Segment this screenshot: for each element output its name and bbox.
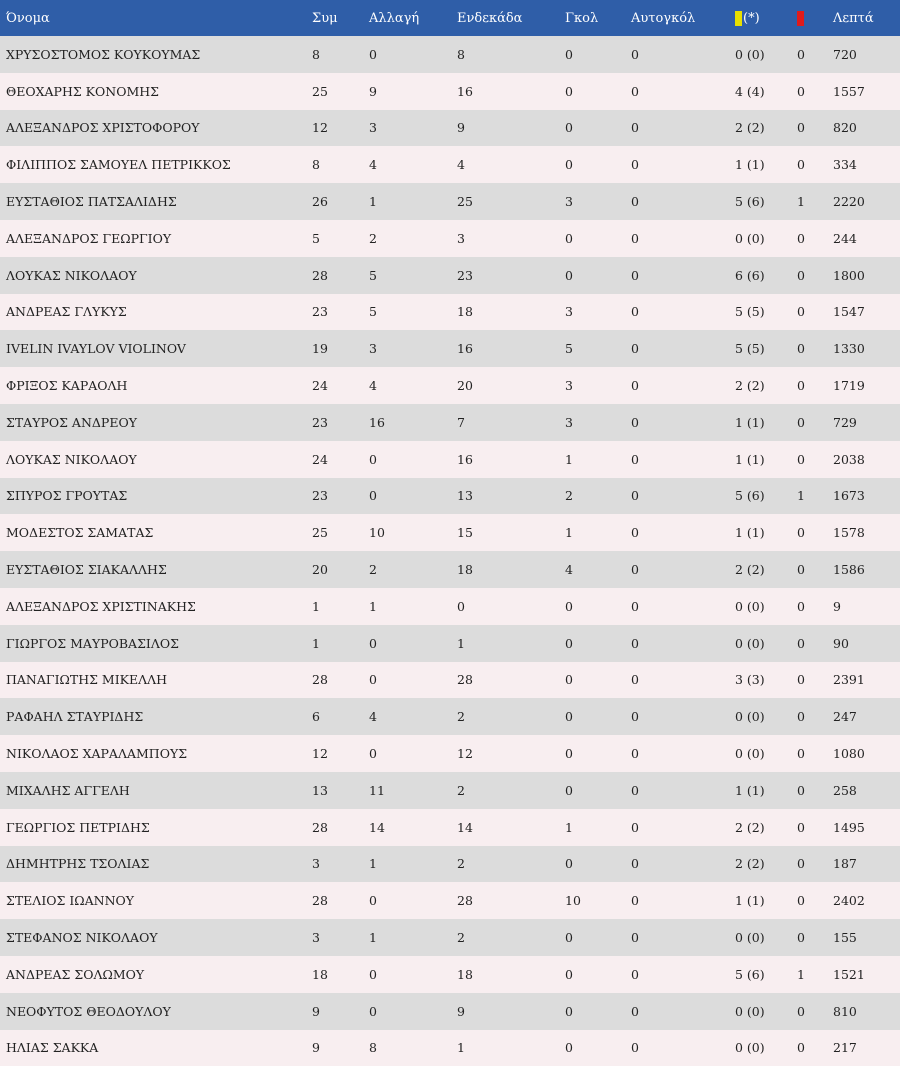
cell-goals: 0 (565, 1003, 573, 1019)
cell-minutes: 1800 (833, 267, 865, 283)
cell-goals: 0 (565, 966, 573, 982)
cell-apps: 24 (312, 451, 328, 467)
cell-starts: 28 (457, 672, 473, 688)
cell-own-goals: 0 (631, 1040, 639, 1056)
cell-yellow-cards: 2 (2) (735, 562, 765, 578)
cell-apps: 23 (312, 304, 328, 320)
cell-yellow-cards: 6 (6) (735, 267, 765, 283)
cell-subs: 5 (369, 267, 377, 283)
cell-subs: 0 (369, 451, 377, 467)
cell-own-goals: 0 (631, 157, 639, 173)
cell-own-goals: 0 (631, 83, 639, 99)
cell-name[interactable]: ΔΗΜΗΤΡΗΣ ΤΣΟΛΙΑΣ (6, 856, 150, 872)
cell-subs: 2 (369, 562, 377, 578)
cell-name[interactable]: ΝΙΚΟΛΑΟΣ ΧΑΡΑΛΑΜΠΟΥΣ (6, 746, 188, 762)
cell-minutes: 1080 (833, 746, 865, 762)
table-row (0, 330, 900, 367)
cell-own-goals: 0 (631, 635, 639, 651)
cell-starts: 12 (457, 746, 473, 762)
table-row (0, 146, 900, 183)
cell-yellow-cards: 0 (0) (735, 230, 765, 246)
yellow-card-icon (735, 11, 742, 26)
cell-goals: 0 (565, 230, 573, 246)
cell-yellow-cards: 3 (3) (735, 672, 765, 688)
cell-apps: 9 (312, 1040, 320, 1056)
cell-name[interactable]: ΕΥΣΤΑΘΙΟΣ ΣΙΑΚΑΛΛΗΣ (6, 562, 167, 578)
cell-goals: 0 (565, 598, 573, 614)
cell-apps: 25 (312, 83, 328, 99)
cell-yellow-cards: 0 (0) (735, 46, 765, 62)
cell-red-cards: 0 (797, 819, 805, 835)
cell-apps: 24 (312, 378, 328, 394)
cell-starts: 15 (457, 525, 473, 541)
cell-subs: 0 (369, 672, 377, 688)
header-row (0, 0, 900, 36)
cell-yellow-cards: 1 (1) (735, 414, 765, 430)
cell-starts: 1 (457, 1040, 465, 1056)
table-row (0, 478, 900, 515)
cell-red-cards: 1 (797, 966, 805, 982)
yellow-header-suffix: (*) (743, 10, 760, 26)
cell-minutes: 1330 (833, 341, 865, 357)
cell-starts: 14 (457, 819, 473, 835)
cell-goals: 3 (565, 378, 573, 394)
cell-starts: 2 (457, 782, 465, 798)
cell-apps: 19 (312, 341, 328, 357)
cell-yellow-cards: 1 (1) (735, 893, 765, 909)
cell-red-cards: 0 (797, 157, 805, 173)
cell-subs: 0 (369, 746, 377, 762)
cell-minutes: 155 (833, 930, 857, 946)
cell-subs: 0 (369, 46, 377, 62)
cell-own-goals: 0 (631, 304, 639, 320)
cell-name[interactable]: ΧΡΥΣΟΣΤΟΜΟΣ ΚΟΥΚΟΥΜΑΣ (6, 46, 201, 62)
table-row (0, 257, 900, 294)
cell-goals: 0 (565, 1040, 573, 1056)
cell-goals: 0 (565, 267, 573, 283)
cell-goals: 0 (565, 46, 573, 62)
cell-yellow-cards: 5 (5) (735, 304, 765, 320)
cell-goals: 0 (565, 672, 573, 688)
cell-name[interactable]: ΠΑΝΑΓΙΩΤΗΣ ΜΙΚΕΛΛΗ (6, 672, 168, 688)
cell-own-goals: 0 (631, 378, 639, 394)
cell-minutes: 1521 (833, 966, 865, 982)
cell-red-cards: 0 (797, 598, 805, 614)
cell-name[interactable]: ΣΠΥΡΟΣ ΓΡΟΥΤΑΣ (6, 488, 128, 504)
cell-apps: 18 (312, 966, 328, 982)
cell-yellow-cards: 5 (6) (735, 966, 765, 982)
cell-starts: 18 (457, 966, 473, 982)
cell-subs: 4 (369, 709, 377, 725)
cell-starts: 9 (457, 1003, 465, 1019)
cell-goals: 0 (565, 83, 573, 99)
cell-red-cards: 0 (797, 304, 805, 320)
cell-minutes: 2391 (833, 672, 865, 688)
cell-subs: 9 (369, 83, 377, 99)
red-card-icon (797, 11, 804, 26)
cell-yellow-cards: 4 (4) (735, 83, 765, 99)
table-row (0, 441, 900, 478)
cell-own-goals: 0 (631, 819, 639, 835)
cell-name[interactable]: ΑΝΔΡΕΑΣ ΣΟΛΩΜΟΥ (6, 966, 145, 982)
table-row (0, 662, 900, 699)
cell-yellow-cards: 1 (1) (735, 525, 765, 541)
cell-own-goals: 0 (631, 120, 639, 136)
cell-starts: 16 (457, 451, 473, 467)
cell-starts: 18 (457, 304, 473, 320)
cell-own-goals: 0 (631, 341, 639, 357)
cell-name[interactable]: ΓΕΩΡΓΙΟΣ ΠΕΤΡΙΔΗΣ (6, 819, 150, 835)
cell-goals: 0 (565, 856, 573, 872)
cell-name[interactable]: ΘΕΟΧΑΡΗΣ ΚΟΝΟΜΗΣ (6, 83, 159, 99)
cell-subs: 3 (369, 341, 377, 357)
cell-red-cards: 0 (797, 1040, 805, 1056)
cell-red-cards: 0 (797, 930, 805, 946)
table-row (0, 735, 900, 772)
cell-name[interactable]: ΑΛΕΞΑΝΔΡΟΣ ΧΡΙΣΤΟΦΟΡΟΥ (6, 120, 200, 136)
col-header-name[interactable]: Όνομα (6, 10, 50, 26)
cell-goals: 2 (565, 488, 573, 504)
cell-apps: 1 (312, 635, 320, 651)
col-header-minutes[interactable]: Λεπτά (833, 10, 874, 26)
table-row (0, 183, 900, 220)
table-row (0, 73, 900, 110)
col-header-red-cards[interactable] (791, 0, 827, 36)
cell-yellow-cards: 5 (5) (735, 341, 765, 357)
cell-starts: 2 (457, 709, 465, 725)
cell-subs: 3 (369, 120, 377, 136)
cell-apps: 28 (312, 267, 328, 283)
cell-name[interactable]: ΝΕΟΦΥΤΟΣ ΘΕΟΔΟΥΛΟΥ (6, 1003, 171, 1019)
cell-goals: 10 (565, 893, 581, 909)
cell-red-cards: 0 (797, 782, 805, 798)
cell-goals: 0 (565, 746, 573, 762)
cell-yellow-cards: 0 (0) (735, 746, 765, 762)
cell-apps: 8 (312, 157, 320, 173)
cell-starts: 7 (457, 414, 465, 430)
table-row (0, 919, 900, 956)
cell-apps: 23 (312, 414, 328, 430)
cell-goals: 5 (565, 341, 573, 357)
cell-name[interactable]: ΗΛΙΑΣ ΣΑΚΚΑ (6, 1040, 99, 1056)
cell-red-cards: 0 (797, 672, 805, 688)
cell-apps: 8 (312, 46, 320, 62)
cell-minutes: 187 (833, 856, 857, 872)
cell-subs: 2 (369, 230, 377, 246)
cell-goals: 0 (565, 930, 573, 946)
cell-minutes: 1557 (833, 83, 865, 99)
cell-goals: 0 (565, 635, 573, 651)
cell-subs: 1 (369, 194, 377, 210)
cell-name[interactable]: ΜΟΔΕΣΤΟΣ ΣΑΜΑΤΑΣ (6, 525, 154, 541)
cell-apps: 28 (312, 819, 328, 835)
cell-red-cards: 0 (797, 746, 805, 762)
cell-minutes: 720 (833, 46, 857, 62)
cell-name[interactable]: ΡΑΦΑΗΛ ΣΤΑΥΡΙΔΗΣ (6, 709, 144, 725)
cell-goals: 3 (565, 304, 573, 320)
cell-subs: 14 (369, 819, 385, 835)
cell-apps: 9 (312, 1003, 320, 1019)
cell-minutes: 1719 (833, 378, 865, 394)
cell-starts: 0 (457, 598, 465, 614)
cell-red-cards: 0 (797, 525, 805, 541)
cell-starts: 9 (457, 120, 465, 136)
cell-goals: 1 (565, 819, 573, 835)
cell-apps: 12 (312, 746, 328, 762)
cell-red-cards: 0 (797, 856, 805, 872)
cell-subs: 10 (369, 525, 385, 541)
cell-starts: 16 (457, 341, 473, 357)
cell-apps: 20 (312, 562, 328, 578)
cell-red-cards: 0 (797, 83, 805, 99)
cell-minutes: 2220 (833, 194, 865, 210)
table-row (0, 956, 900, 993)
cell-red-cards: 0 (797, 635, 805, 651)
table-row (0, 809, 900, 846)
cell-yellow-cards: 0 (0) (735, 930, 765, 946)
cell-name[interactable]: ΑΛΕΞΑΝΔΡΟΣ ΧΡΙΣΤΙΝΑΚΗΣ (6, 598, 196, 614)
cell-starts: 2 (457, 856, 465, 872)
cell-name[interactable]: ΕΥΣΤΑΘΙΟΣ ΠΑΤΣΑΛΙΔΗΣ (6, 194, 177, 210)
cell-minutes: 2038 (833, 451, 865, 467)
table-row (0, 882, 900, 919)
cell-red-cards: 0 (797, 562, 805, 578)
cell-own-goals: 0 (631, 1003, 639, 1019)
cell-apps: 28 (312, 893, 328, 909)
cell-goals: 1 (565, 525, 573, 541)
cell-yellow-cards: 5 (6) (735, 488, 765, 504)
table-body (0, 36, 900, 1066)
cell-name[interactable]: ΑΝΔΡΕΑΣ ΓΛΥΚΥΣ (6, 304, 127, 320)
table-row (0, 110, 900, 147)
cell-subs: 4 (369, 378, 377, 394)
col-header-starts[interactable]: Ενδεκάδα (457, 10, 523, 26)
cell-red-cards: 0 (797, 378, 805, 394)
table-row (0, 36, 900, 73)
cell-minutes: 1673 (833, 488, 865, 504)
cell-yellow-cards: 1 (1) (735, 782, 765, 798)
cell-subs: 0 (369, 966, 377, 982)
cell-own-goals: 0 (631, 672, 639, 688)
cell-red-cards: 0 (797, 120, 805, 136)
cell-apps: 23 (312, 488, 328, 504)
cell-own-goals: 0 (631, 525, 639, 541)
cell-subs: 5 (369, 304, 377, 320)
cell-starts: 3 (457, 230, 465, 246)
cell-own-goals: 0 (631, 230, 639, 246)
cell-name[interactable]: ΣΤΕΦΑΝΟΣ ΝΙΚΟΛΑΟΥ (6, 930, 158, 946)
cell-subs: 1 (369, 856, 377, 872)
cell-goals: 3 (565, 194, 573, 210)
col-header-goals[interactable]: Γκολ (565, 10, 599, 26)
cell-apps: 6 (312, 709, 320, 725)
cell-apps: 3 (312, 930, 320, 946)
cell-starts: 25 (457, 194, 473, 210)
cell-name[interactable]: ΦΡΙΞΟΣ ΚΑΡΑΟΛΗ (6, 378, 128, 394)
table-row (0, 846, 900, 883)
cell-own-goals: 0 (631, 267, 639, 283)
cell-goals: 4 (565, 562, 573, 578)
cell-goals: 0 (565, 782, 573, 798)
cell-minutes: 244 (833, 230, 857, 246)
table-row (0, 551, 900, 588)
cell-own-goals: 0 (631, 194, 639, 210)
table-row (0, 294, 900, 331)
cell-minutes: 810 (833, 1003, 857, 1019)
cell-subs: 0 (369, 1003, 377, 1019)
cell-own-goals: 0 (631, 709, 639, 725)
cell-yellow-cards: 2 (2) (735, 819, 765, 835)
cell-subs: 1 (369, 598, 377, 614)
cell-starts: 1 (457, 635, 465, 651)
cell-own-goals: 0 (631, 856, 639, 872)
cell-starts: 28 (457, 893, 473, 909)
cell-goals: 3 (565, 414, 573, 430)
cell-name[interactable]: ΦΙΛΙΠΠΟΣ ΣΑΜΟΥΕΛ ΠΕΤΡΙΚΚΟΣ (6, 157, 231, 173)
cell-apps: 13 (312, 782, 328, 798)
cell-goals: 0 (565, 709, 573, 725)
cell-goals: 0 (565, 120, 573, 136)
cell-minutes: 2402 (833, 893, 865, 909)
cell-own-goals: 0 (631, 966, 639, 982)
cell-own-goals: 0 (631, 451, 639, 467)
cell-yellow-cards: 0 (0) (735, 1040, 765, 1056)
cell-name[interactable]: ΣΤΑΥΡΟΣ ΑΝΔΡΕΟΥ (6, 414, 137, 430)
cell-own-goals: 0 (631, 46, 639, 62)
cell-own-goals: 0 (631, 488, 639, 504)
table-row (0, 993, 900, 1030)
cell-own-goals: 0 (631, 782, 639, 798)
table-row (0, 514, 900, 551)
cell-red-cards: 1 (797, 488, 805, 504)
cell-yellow-cards: 0 (0) (735, 709, 765, 725)
cell-apps: 3 (312, 856, 320, 872)
cell-subs: 0 (369, 488, 377, 504)
cell-own-goals: 0 (631, 930, 639, 946)
cell-minutes: 820 (833, 120, 857, 136)
cell-name[interactable]: ΛΟΥΚΑΣ ΝΙΚΟΛΑΟΥ (6, 451, 137, 467)
cell-own-goals: 0 (631, 562, 639, 578)
cell-goals: 1 (565, 451, 573, 467)
cell-starts: 4 (457, 157, 465, 173)
cell-own-goals: 0 (631, 598, 639, 614)
cell-yellow-cards: 5 (6) (735, 194, 765, 210)
cell-starts: 23 (457, 267, 473, 283)
cell-red-cards: 0 (797, 230, 805, 246)
cell-apps: 25 (312, 525, 328, 541)
cell-subs: 4 (369, 157, 377, 173)
cell-own-goals: 0 (631, 893, 639, 909)
cell-starts: 18 (457, 562, 473, 578)
cell-minutes: 1495 (833, 819, 865, 835)
cell-minutes: 9 (833, 598, 841, 614)
cell-minutes: 258 (833, 782, 857, 798)
cell-red-cards: 0 (797, 709, 805, 725)
cell-name[interactable]: ΣΤΕΛΙΟΣ ΙΩΑΝΝΟΥ (6, 893, 135, 909)
cell-apps: 1 (312, 598, 320, 614)
cell-yellow-cards: 1 (1) (735, 157, 765, 173)
table-row (0, 625, 900, 662)
cell-subs: 11 (369, 782, 385, 798)
cell-name[interactable]: ΑΛΕΞΑΝΔΡΟΣ ΓΕΩΡΓΙΟΥ (6, 230, 172, 246)
cell-name[interactable]: IVELIN IVAYLOV VIOLINOV (6, 341, 186, 357)
cell-red-cards: 0 (797, 893, 805, 909)
table-row (0, 367, 900, 404)
cell-minutes: 90 (833, 635, 849, 651)
cell-minutes: 1586 (833, 562, 865, 578)
table-header (0, 0, 900, 36)
cell-minutes: 217 (833, 1040, 857, 1056)
table-row (0, 588, 900, 625)
cell-red-cards: 0 (797, 1003, 805, 1019)
cell-goals: 0 (565, 157, 573, 173)
cell-apps: 28 (312, 672, 328, 688)
col-header-own-goals[interactable]: Αυτογκόλ (631, 10, 696, 26)
cell-name[interactable]: ΜΙΧΑΛΗΣ ΑΓΓΕΛΗ (6, 782, 130, 798)
cell-red-cards: 1 (797, 194, 805, 210)
cell-yellow-cards: 0 (0) (735, 598, 765, 614)
table-row (0, 698, 900, 735)
cell-minutes: 1547 (833, 304, 865, 320)
cell-red-cards: 0 (797, 451, 805, 467)
col-header-apps[interactable]: Συμ (312, 10, 338, 26)
cell-subs: 0 (369, 635, 377, 651)
cell-red-cards: 0 (797, 341, 805, 357)
cell-name[interactable]: ΓΙΩΡΓΟΣ ΜΑΥΡΟΒΑΣΙΛΟΣ (6, 635, 179, 651)
cell-minutes: 334 (833, 157, 857, 173)
cell-yellow-cards: 0 (0) (735, 1003, 765, 1019)
cell-yellow-cards: 2 (2) (735, 856, 765, 872)
cell-starts: 13 (457, 488, 473, 504)
cell-red-cards: 0 (797, 267, 805, 283)
cell-subs: 0 (369, 893, 377, 909)
cell-apps: 26 (312, 194, 328, 210)
cell-starts: 2 (457, 930, 465, 946)
cell-red-cards: 0 (797, 414, 805, 430)
cell-subs: 8 (369, 1040, 377, 1056)
cell-own-goals: 0 (631, 414, 639, 430)
cell-yellow-cards: 0 (0) (735, 635, 765, 651)
cell-minutes: 1578 (833, 525, 865, 541)
cell-own-goals: 0 (631, 746, 639, 762)
cell-yellow-cards: 2 (2) (735, 120, 765, 136)
cell-minutes: 729 (833, 414, 857, 430)
table-row (0, 404, 900, 441)
cell-yellow-cards: 1 (1) (735, 451, 765, 467)
cell-apps: 5 (312, 230, 320, 246)
col-header-yellow-cards[interactable] (729, 0, 791, 36)
cell-apps: 12 (312, 120, 328, 136)
cell-starts: 8 (457, 46, 465, 62)
table-row (0, 220, 900, 257)
cell-minutes: 247 (833, 709, 857, 725)
col-header-subs[interactable]: Αλλαγή (369, 10, 420, 26)
cell-red-cards: 0 (797, 46, 805, 62)
table-row (0, 772, 900, 809)
cell-yellow-cards: 2 (2) (735, 378, 765, 394)
cell-starts: 16 (457, 83, 473, 99)
cell-name[interactable]: ΛΟΥΚΑΣ ΝΙΚΟΛΑΟΥ (6, 267, 137, 283)
cell-subs: 1 (369, 930, 377, 946)
cell-starts: 20 (457, 378, 473, 394)
cell-subs: 16 (369, 414, 385, 430)
